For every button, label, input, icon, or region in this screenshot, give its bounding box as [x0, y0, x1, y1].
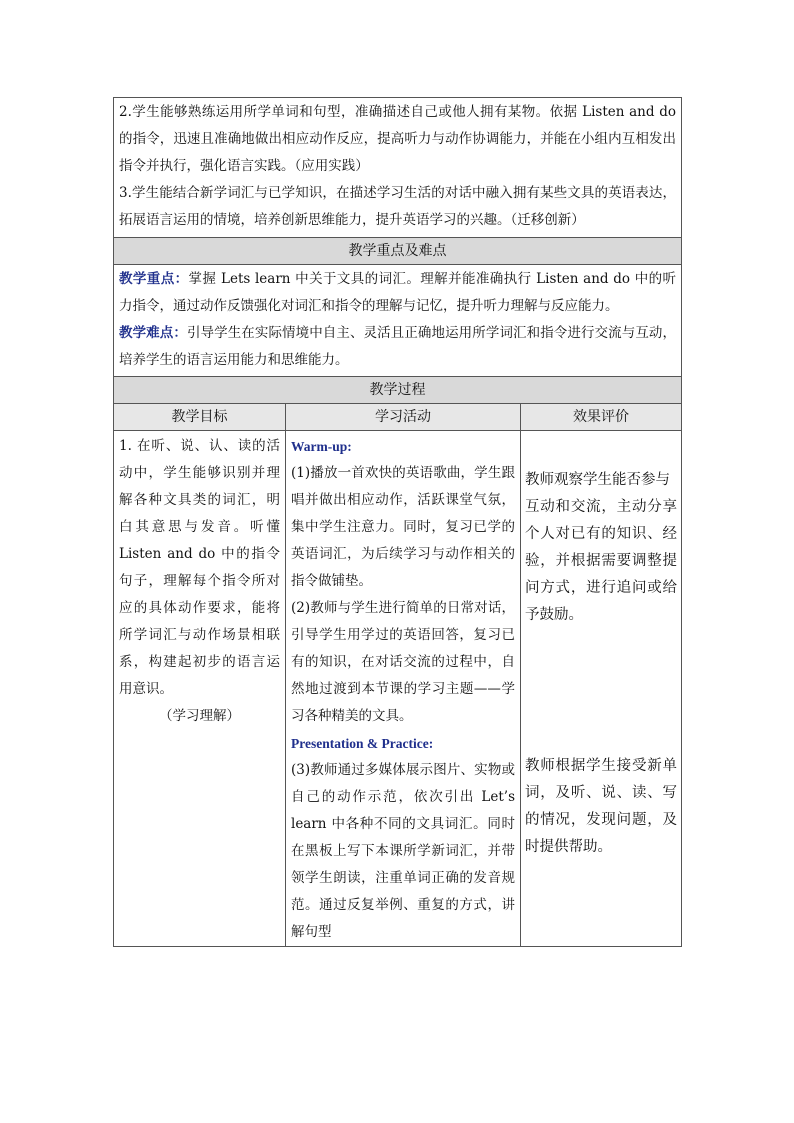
difficulty-text: 引导学生在实际情境中自主、灵活且正确地运用所学词汇和指令进行交流与互动，培养学生的语言运用能力和思维能力。 [119, 325, 676, 368]
key-points-cell [114, 265, 682, 377]
process-column-headers [114, 404, 682, 431]
warmup-title: Warm-up: [291, 439, 352, 454]
teaching-focus [119, 266, 676, 320]
evaluation-cell [521, 431, 682, 947]
process-row [114, 431, 682, 947]
focus-label: 教学重点： [119, 271, 189, 287]
objective-item-2: 2.学生能够熟练运用所学单词和句型，准确描述自己或他人拥有某物。依据 Listen and do 的指令，迅速且准确地做出相应动作反应，提高听力与动作协调能力，并能在小组内互相发出指令并执行，强化语言实践。（应用实践） [119, 104, 676, 174]
warmup-step-1: (1)播放一首欢快的英语歌曲，学生跟唱并做出相应动作，活跃课堂气氛，集中学生注意力。同时，复习已学的英语词汇，为后续学习与动作相关的指令做铺垫。 [291, 465, 515, 589]
column-header-evaluation: 效果评价 [521, 404, 682, 431]
presentation-step-3: (3)教师通过多媒体展示图片、实物或自己的动作示范，依次引出 Let’s learn 中各种不同的文具词汇。同时在黑板上写下本课所学新词汇，并带领学生朗读，注重单词正确的发音规范。通过反复举例、重复的方式，讲解句型 [291, 762, 515, 940]
process-heading: 教学过程 [114, 377, 682, 404]
warmup-step-2: (2)教师与学生进行简单的日常对话，引导学生用学过的英语回答，复习已有的知识，在对话交流的过程中，自然地过渡到本节课的学习主题——学习各种精美的文具。 [291, 600, 515, 724]
objectives-cell [114, 98, 682, 238]
focus-text: 掌握 Lets learn 中关于文具的词汇。理解并能准确执行 Listen and do 中的听力指令，通过动作反馈强化对词汇和指令的理解与记忆，提升听力理解与反应能力。 [119, 271, 676, 314]
key-points-heading: 教学重点及难点 [114, 238, 682, 265]
process-band [114, 377, 682, 404]
activity-cell [286, 431, 521, 947]
key-points-row [114, 265, 682, 377]
column-header-activity: 学习活动 [286, 404, 521, 431]
goal-text: 1. 在听、说、认、读的活动中，学生能够识别并理解各种文具类的词汇，明白其意思与发音。听懂 Listen and do 中的指令句子，理解每个指令所对应的具体动作要求，能将所学词汇与动作场景相联系，构建起初步的语言运用意识。 [119, 438, 280, 697]
teaching-difficulty [119, 320, 676, 374]
lesson-plan-table [113, 97, 682, 947]
objectives-row [114, 98, 682, 238]
goal-cell [114, 431, 286, 947]
presentation-title: Presentation & Practice: [291, 736, 434, 751]
evaluation-2: 互动和交流，主动分享个人对已有的知识、经验，并根据需要调整提问方式，进行追问或给予鼓励。 [525, 499, 677, 623]
evaluation-1: 教师观察学生能否参与 [525, 472, 670, 488]
column-header-goal: 教学目标 [114, 404, 286, 431]
objective-item-3: 3.学生能结合新学词汇与已学知识，在描述学习生活的对话中融入拥有某些文具的英语表达，拓展语言运用的情境，培养创新思维能力，提升英语学习的兴趣。（迁移创新） [119, 185, 676, 228]
evaluation-3: 教师根据学生接受新单词，及听、说、读、写的情况，发现问题，及时提供帮助。 [525, 758, 677, 855]
goal-tag: （学习理解） [159, 708, 240, 724]
difficulty-label: 教学难点： [119, 325, 187, 341]
key-points-band [114, 238, 682, 265]
evaluation-spacer-top [525, 431, 677, 467]
evaluation-spacer-mid [525, 629, 677, 753]
